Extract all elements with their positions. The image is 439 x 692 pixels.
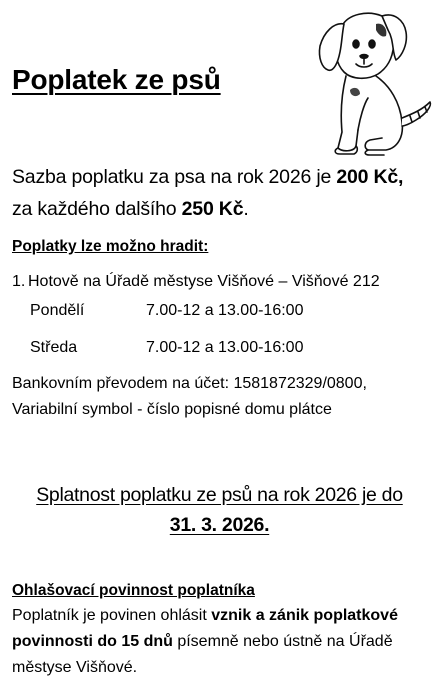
hours-day-wednesday: Středa [30,339,78,356]
hours-day-monday: Pondělí [30,302,85,319]
duty-line-1-bold: vznik a zánik poplatkové [211,607,398,624]
duty-line-2-text: písemně nebo ústně na Úřadě [172,633,393,650]
duty-line-2 [12,633,393,651]
rate-line-2 [12,198,249,221]
rate-line-2-text: za každého dalšího [12,198,182,220]
rate-amount-first: 200 Kč [336,166,399,188]
bank-transfer-line: Bankovním převodem na účet: 1581872329/0800, [12,375,367,392]
hours-time-wednesday: 7.00-12 a 13.00-16:00 [146,339,304,356]
variable-symbol-line: Variabilní symbol - číslo popisné domu plátce [12,401,332,418]
rate-line-1 [12,166,403,189]
rate-line-1-punct: , [398,166,404,188]
rate-line-1-text: Sazba poplatku za psa na rok 2026 je [12,166,337,188]
hours-time-monday: 7.00-12 a 13.00-16:00 [146,302,304,319]
due-date-value: 31. 3. 2026. [169,514,270,536]
duty-line-1-text: Poplatník je povinen ohlásit [12,607,212,624]
list-number: 1. [12,273,26,290]
payment-item-text: Hotově na Úřadě městyse Višňové – Višňové 212 [28,273,380,290]
due-date-line-1: Splatnost poplatku ze psů na rok 2026 je do [36,484,403,506]
duty-heading: Ohlašovací povinnost poplatníka [12,582,255,599]
rate-line-2-punct: . [243,198,249,220]
duty-line-1 [12,607,398,625]
page-title: Poplatek ze psů [12,64,221,95]
dog-icon [298,6,436,156]
payment-item-cash [12,273,380,291]
rate-amount-additional: 250 Kč [181,198,244,220]
duty-line-3: městyse Višňové. [12,659,138,676]
payment-heading: Poplatky lze možno hradit: [12,238,209,255]
duty-line-2-bold: povinnosti do 15 dnů [12,633,173,650]
